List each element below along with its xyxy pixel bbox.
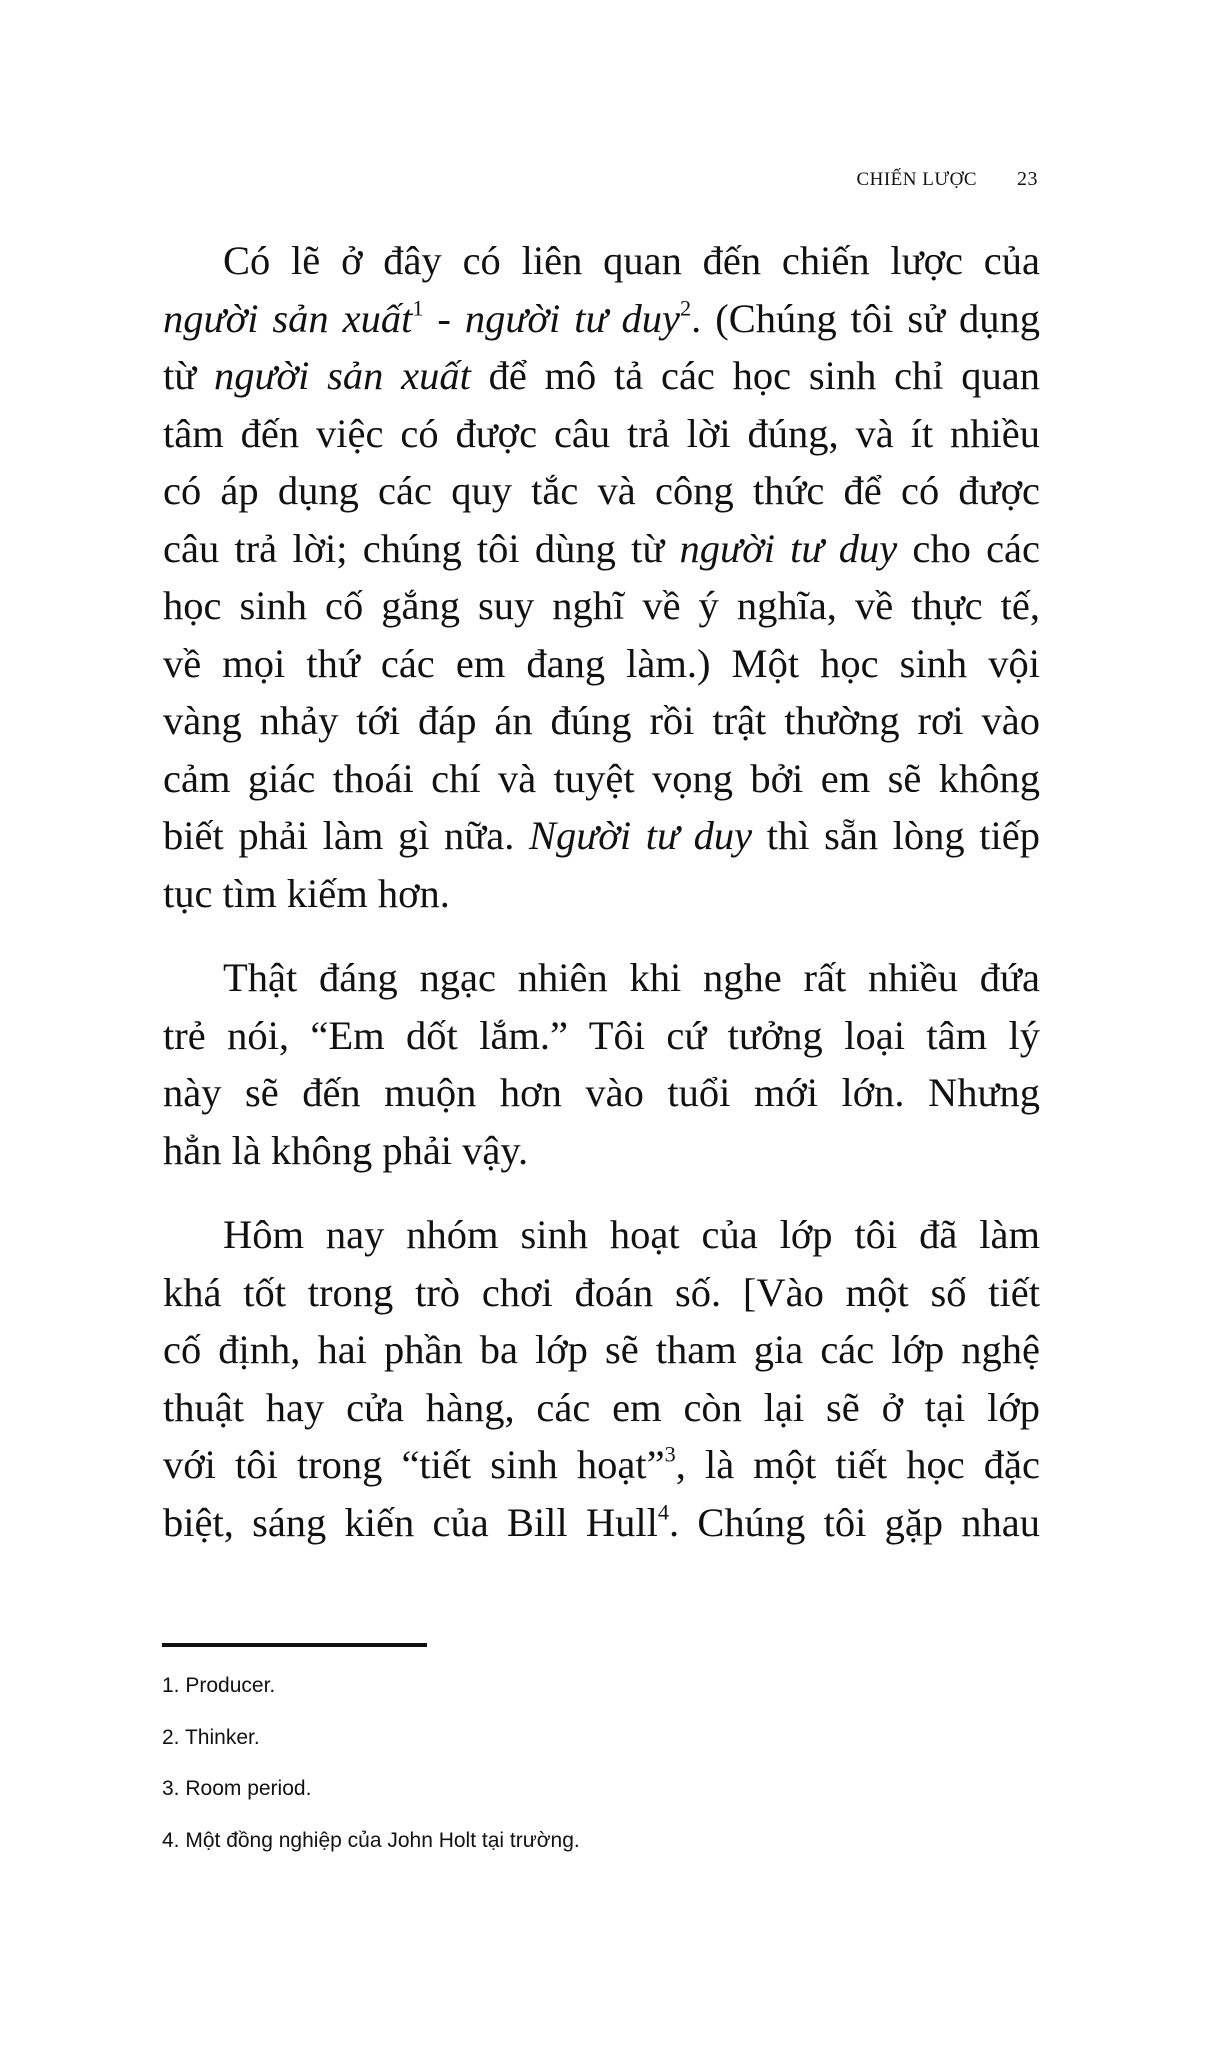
text-run: - bbox=[423, 295, 465, 341]
paragraph bbox=[163, 232, 1040, 922]
footnote-4: 4. Một đồng nghiệp của John Holt tại trường. bbox=[162, 1828, 580, 1852]
text-line bbox=[163, 1436, 1040, 1494]
italic-term: người sản xuất bbox=[213, 353, 471, 398]
text-run: trẻ nói, “Em dốt lắm.” Tôi cứ tưởng loại tâm lý bbox=[163, 1012, 1040, 1058]
text-line bbox=[163, 750, 1040, 808]
text-run: tục tìm kiếm hơn. bbox=[163, 870, 450, 916]
text-run: thì sẵn lòng tiếp bbox=[752, 813, 1040, 858]
paragraph-gap bbox=[163, 922, 1040, 949]
text-run: cảm giác thoái chí và tuyệt vọng bởi em sẽ không bbox=[163, 755, 1040, 801]
text-line bbox=[163, 290, 1040, 348]
text-run: vàng nhảy tới đáp án đúng rồi trật thường rơi vào bbox=[163, 698, 1040, 743]
running-header bbox=[856, 168, 1038, 191]
paragraph bbox=[163, 1206, 1040, 1551]
text-line bbox=[163, 405, 1040, 463]
footnote-3: 3. Room period. bbox=[162, 1777, 312, 1800]
text-run: Thật đáng ngạc nhiên khi nghe rất nhiều đứa bbox=[223, 955, 1040, 1000]
text-line bbox=[163, 577, 1040, 635]
text-line bbox=[163, 807, 1040, 865]
text-run: Hôm nay nhóm sinh hoạt của lớp tôi đã làm bbox=[223, 1212, 1040, 1257]
text-line bbox=[163, 1321, 1040, 1379]
text-line bbox=[163, 520, 1040, 578]
text-line bbox=[163, 462, 1040, 520]
text-run: câu trả lời; chúng tôi dùng từ bbox=[163, 525, 680, 571]
text-run: . (Chúng tôi sử dụng bbox=[691, 295, 1040, 341]
text-run: có áp dụng các quy tắc và công thức để có được bbox=[163, 468, 1040, 513]
footnote-ref: 3 bbox=[664, 1441, 676, 1467]
text-line bbox=[163, 347, 1040, 405]
italic-term: người sản xuất bbox=[163, 295, 413, 341]
footnote-2: 2. Thinker. bbox=[162, 1725, 260, 1749]
italic-term: người tư duy bbox=[464, 295, 680, 341]
footnote-1: 1. Producer. bbox=[162, 1674, 276, 1697]
footnote-ref: 4 bbox=[657, 1498, 670, 1524]
footnote-divider bbox=[162, 1643, 427, 1647]
text-line bbox=[163, 1264, 1040, 1322]
text-line bbox=[163, 865, 1040, 923]
italic-term: người tư duy bbox=[679, 525, 898, 571]
text-run: . Chúng tôi gặp nhau bbox=[669, 1499, 1040, 1545]
text-line bbox=[163, 692, 1040, 750]
text-run: , là một tiết học đặc bbox=[675, 1442, 1040, 1487]
text-run: tâm đến việc có được câu trả lời đúng, và ít nhiều bbox=[163, 410, 1040, 456]
text-run: Có lẽ ở đây có liên quan đến chiến lược của bbox=[223, 238, 1040, 283]
body-text bbox=[163, 232, 1040, 1551]
footnote-ref: 2 bbox=[680, 294, 692, 320]
italic-term: Người tư duy bbox=[528, 813, 753, 858]
text-run: này sẽ đến muộn hơn vào tuổi mới lớn. Nhưng bbox=[163, 1070, 1040, 1115]
page-number: 23 bbox=[1017, 168, 1038, 190]
text-run: hẳn là không phải vậy. bbox=[163, 1127, 529, 1173]
text-run: khá tốt trong trò chơi đoán số. [Vào một số tiết bbox=[163, 1269, 1040, 1315]
text-line bbox=[163, 1122, 1040, 1180]
text-line bbox=[163, 1494, 1040, 1552]
paragraph-gap bbox=[163, 1179, 1040, 1206]
text-run: biết phải làm gì nữa. bbox=[163, 813, 529, 858]
text-run: biệt, sáng kiến của Bill Hull bbox=[163, 1499, 658, 1545]
paragraph bbox=[163, 949, 1040, 1179]
footnotes bbox=[162, 1660, 580, 1866]
text-run: thuật hay cửa hàng, các em còn lại sẽ ở tại lớp bbox=[163, 1384, 1040, 1430]
text-run: để mô tả các học sinh chỉ quan bbox=[470, 353, 1040, 398]
text-line bbox=[163, 1064, 1040, 1122]
text-run: từ bbox=[163, 353, 214, 398]
text-line bbox=[163, 1007, 1040, 1065]
text-line bbox=[163, 635, 1040, 693]
text-line bbox=[163, 232, 1040, 290]
text-run: cho các bbox=[897, 525, 1041, 571]
text-line bbox=[163, 949, 1040, 1007]
text-line bbox=[163, 1206, 1040, 1264]
chapter-title: CHIẾN LƯỢC bbox=[856, 169, 977, 190]
text-run: học sinh cố gắng suy nghĩ về ý nghĩa, về thực tế, bbox=[163, 583, 1040, 628]
footnote-ref: 1 bbox=[412, 294, 424, 320]
text-line bbox=[163, 1379, 1040, 1437]
text-run: về mọi thứ các em đang làm.) Một học sinh vội bbox=[163, 640, 1040, 686]
text-run: cố định, hai phần ba lớp sẽ tham gia các lớp nghệ bbox=[163, 1327, 1040, 1372]
text-run: với tôi trong “tiết sinh hoạt” bbox=[163, 1442, 665, 1487]
